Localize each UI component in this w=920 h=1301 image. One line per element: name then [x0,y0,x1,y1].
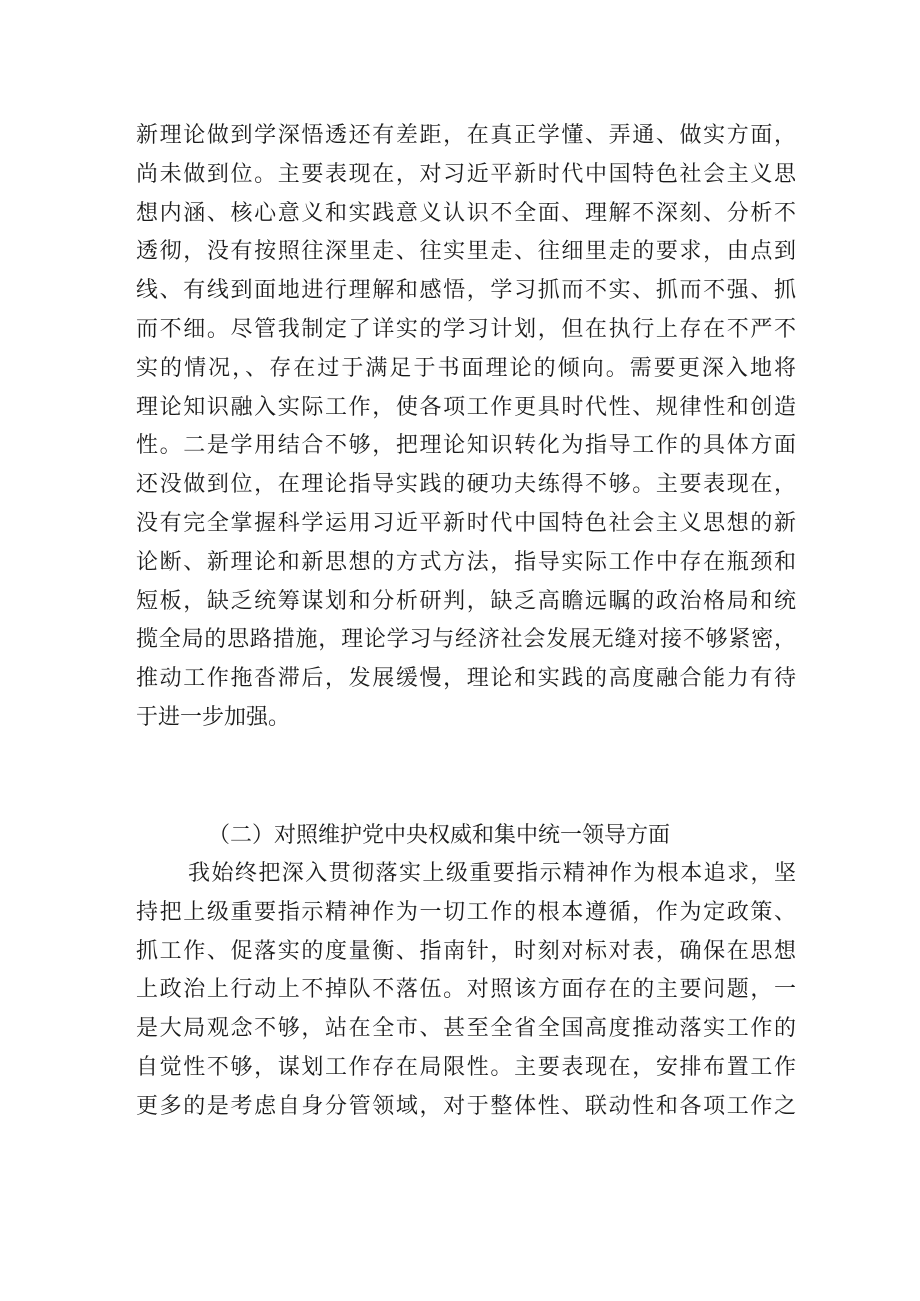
text-line: 于进一步加强。 [136,704,291,730]
text-line: 尚未做到位。主要表现在，对习近平新时代中国特色社会主义思 [136,161,796,187]
text-line: 还没做到位，在理论指导实践的硬功夫练得不够。主要表现在， [136,472,796,498]
text-line: 想内涵、核心意义和实践意义认识不全面、理解不深刻、分析不 [136,200,796,226]
body-paragraph-2 [136,855,796,1127]
body-paragraph-1 [136,117,796,738]
text-line: 短板，缺乏统筹谋划和分析研判，缺乏高瞻远瞩的政治格局和统 [136,588,796,614]
text-line: 我始终把深入贯彻落实上级重要指示精神作为根本追求，坚 [188,861,796,886]
text-line: 实的情况，、存在过于满足于书面理论的倾向。需要更深入地将 [136,355,796,381]
text-line: 自觉性不够，谋划工作存在局限性。主要表现在，安排布置工作 [136,1054,796,1080]
section-heading: （二）对照维护党中央权威和集中统一领导方面 [208,823,671,848]
text-line: 更多的是考虑自身分管领域，对于整体性、联动性和各项工作之 [136,1093,796,1119]
section-heading-block [136,817,796,856]
text-line: 性。二是学用结合不够，把理论知识转化为指导工作的具体方面 [136,433,796,459]
text-line: 抓工作、促落实的度量衡、指南针，时刻对标对表，确保在思想 [136,938,796,964]
text-line: 揽全局的思路措施，理论学习与经济社会发展无缝对接不够紧密， [136,627,796,653]
text-line: 推动工作拖沓滞后，发展缓慢，理论和实践的高度融合能力有待 [136,666,796,692]
text-line: 没有完全掌握科学运用习近平新时代中国特色社会主义思想的新 [136,510,796,536]
text-line: 透彻，没有按照往深里走、往实里走、往细里走的要求，由点到 [136,239,796,265]
text-line: 而不细。尽管我制定了详实的学习计划，但在执行上存在不严不 [136,316,796,342]
text-line: 是大局观念不够，站在全市、甚至全省全国高度推动落实工作的 [136,1016,796,1042]
text-line: 论断、新理论和新思想的方式方法，指导实际工作中存在瓶颈和 [136,549,796,575]
text-line: 新理论做到学深悟透还有差距，在真正学懂、弄通、做实方面， [136,123,796,148]
text-line: 上政治上行动上不掉队不落伍。对照该方面存在的主要问题，一 [136,977,796,1003]
text-line: 持把上级重要指示精神作为一切工作的根本遵循，作为定政策、 [136,899,796,925]
text-line: 理论知识融入实际工作，使各项工作更具时代性、规律性和创造 [136,394,796,420]
text-line: 线、有线到面地进行理解和感悟，学习抓而不实、抓而不强、抓 [136,278,796,304]
